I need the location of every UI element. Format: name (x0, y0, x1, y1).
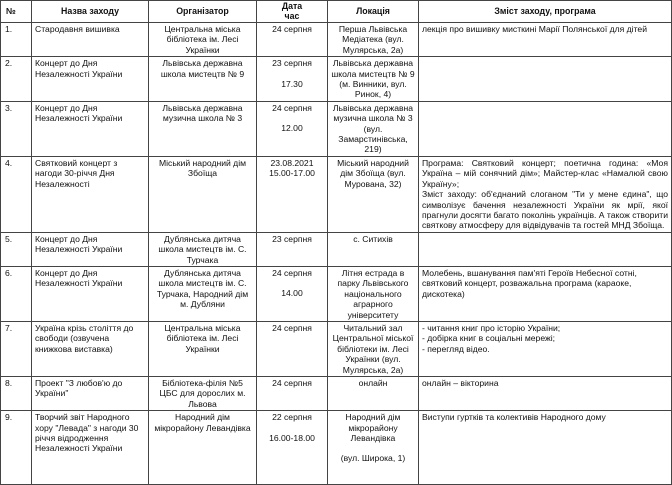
row-date (257, 321, 328, 376)
row-organizer: Бібліотека-філія №5 ЦБС для дорослих м. Львова (149, 377, 257, 411)
row-num: 1. (1, 23, 32, 57)
row-date (257, 377, 328, 411)
table-row (1, 377, 672, 411)
row-num: 4. (1, 156, 32, 232)
table-row (1, 156, 672, 232)
row-name: Україна крізь століття до свободи (озвучена книжкова виставка) (32, 321, 149, 376)
row-date-value: 23 серпня (272, 233, 312, 244)
table-row (1, 57, 672, 102)
row-location-name: Народний дім мікрорайону Левандівка (345, 412, 401, 444)
row-organizer: Центральна міська бібліотека ім. Лесі Українки (149, 321, 257, 376)
row-organizer: Львівська державна школа мистецтв № 9 (149, 57, 257, 102)
row-organizer: Центральна міська бібліотека ім. Лесі Українки (149, 23, 257, 57)
row-date-value: 23.08.2021 (270, 157, 314, 168)
row-organizer: Міський народний дім Збоїща (149, 156, 257, 232)
header-date-line1: Дата (281, 1, 303, 11)
row-content: онлайн – вікторина (419, 377, 672, 411)
row-date (257, 101, 328, 156)
row-location-address: (вул. Широка, 1) (340, 453, 406, 464)
header-date-line2: час (284, 10, 300, 21)
row-content (419, 321, 672, 376)
row-date-value: 24 серпня (272, 24, 312, 34)
row-content: лекція про вишивку мисткині Марії Полянської для дітей (419, 23, 672, 57)
row-name: Святковий концерт з нагоди 30-річчя Дня Незалежності (32, 156, 149, 232)
table-row (1, 321, 672, 376)
row-date-value: 24 серпня (272, 322, 312, 333)
row-content-item: - читання книг про історію України; (422, 322, 561, 333)
row-name: Концерт до Дня Незалежності України (32, 232, 149, 266)
row-organizer: Львівська державна музична школа № 3 (149, 101, 257, 156)
table-row (1, 101, 672, 156)
row-date-value: 24 серпня (272, 102, 312, 113)
row-location: Міський народний дім Збоїща (вул. Мурована, 32) (328, 156, 419, 232)
row-date-value: 24 серпня (272, 267, 312, 278)
row-date (257, 57, 328, 102)
table-row (1, 266, 672, 321)
row-date (257, 23, 328, 57)
header-content: Зміст заходу, програма (419, 1, 672, 23)
row-date-value: 22 серпня (272, 412, 312, 423)
row-content (419, 232, 672, 266)
row-content (419, 156, 672, 232)
row-time-value: 17.30 (281, 78, 303, 89)
row-num: 5. (1, 232, 32, 266)
row-content: Виступи гуртків та колективів Народного дому (419, 411, 672, 485)
row-location: с. Ситихів (328, 232, 419, 266)
row-organizer: Дублянська дитяча школа мистецтв ім. С. Турчака (149, 232, 257, 266)
table-row (1, 23, 672, 57)
header-date (257, 1, 328, 23)
row-content: Молебень, вшанування пам'яті Героїв Небесної сотні, святковий концерт, розважальна програма (караоке, дискотека) (419, 266, 672, 321)
row-content-item: - перегляд відео. (422, 343, 490, 354)
row-date (257, 232, 328, 266)
row-time-value: 12.00 (281, 123, 303, 134)
row-location: Львівська державна музична школа № 3 (вул. Замарстинівська, 219) (328, 101, 419, 156)
row-name: Проект "З любов'ю до України" (32, 377, 149, 411)
row-num: 2. (1, 57, 32, 102)
row-name: Концерт до Дня Незалежності України (32, 57, 149, 102)
row-name: Концерт до Дня Незалежності України (32, 266, 149, 321)
row-organizer: Дублянська дитяча школа мистецтв ім. С. Турчака, Народний дім м. Дубляни (149, 266, 257, 321)
row-num: 9. (1, 411, 32, 485)
row-num: 8. (1, 377, 32, 411)
row-date-value: 23 серпня (272, 58, 312, 69)
row-time-value: 16.00-18.00 (269, 432, 315, 443)
row-organizer: Народний дім мікрорайону Левандівка (149, 411, 257, 485)
table-row (1, 232, 672, 266)
header-location: Локація (328, 1, 419, 23)
row-num: 7. (1, 321, 32, 376)
table-header-row (1, 1, 672, 23)
row-time-value: 15.00-17.00 (269, 168, 315, 179)
row-content (419, 101, 672, 156)
row-location: онлайн (328, 377, 419, 411)
row-content-item: - добірка книг в соціальні мережі; (422, 333, 556, 344)
row-date-value: 24 серпня (272, 378, 312, 388)
header-organizer: Організатор (149, 1, 257, 23)
row-content-description: Зміст заходу: об'єднаний слоганом "Ти у мене єдина", що символізує бачення незалежності України як мрії, якої прагнули досягти багато поколінь українців. А також створити святкову атмосферу для відвідувачів та гостей МНД Збоїща. (422, 189, 668, 231)
row-location: Львівська державна школа мистецтв № 9 (м. Винники, вул. Ринок, 4) (328, 57, 419, 102)
row-location: Літня естрада в парку Львівського національного аграрного університету (328, 266, 419, 321)
header-num: № (1, 1, 32, 23)
row-time-value: 14.00 (281, 288, 303, 299)
row-name: Концерт до Дня Незалежності України (32, 101, 149, 156)
row-content (419, 57, 672, 102)
row-num: 6. (1, 266, 32, 321)
row-num: 3. (1, 101, 32, 156)
header-name: Назва заходу (32, 1, 149, 23)
row-content-program: Програма: Святковий концерт; поетична година: «Моя Україна – мій сонячний дім»; Майстер-клас «Намалюй свою Україну»; (422, 157, 668, 189)
row-name: Стародавня вишивка (32, 23, 149, 57)
row-date (257, 156, 328, 232)
row-date (257, 266, 328, 321)
row-name: Творчий звіт Народного хору "Левада" з нагоди 30 річчя відродження Незалежності України (32, 411, 149, 485)
row-location: Читальний зал Центральної міської бібліотеки ім. Лесі Українки (вул. Мулярська, 2а) (328, 321, 419, 376)
row-location: Перша Львівська Медіатека (вул. Мулярська, 2а) (328, 23, 419, 57)
